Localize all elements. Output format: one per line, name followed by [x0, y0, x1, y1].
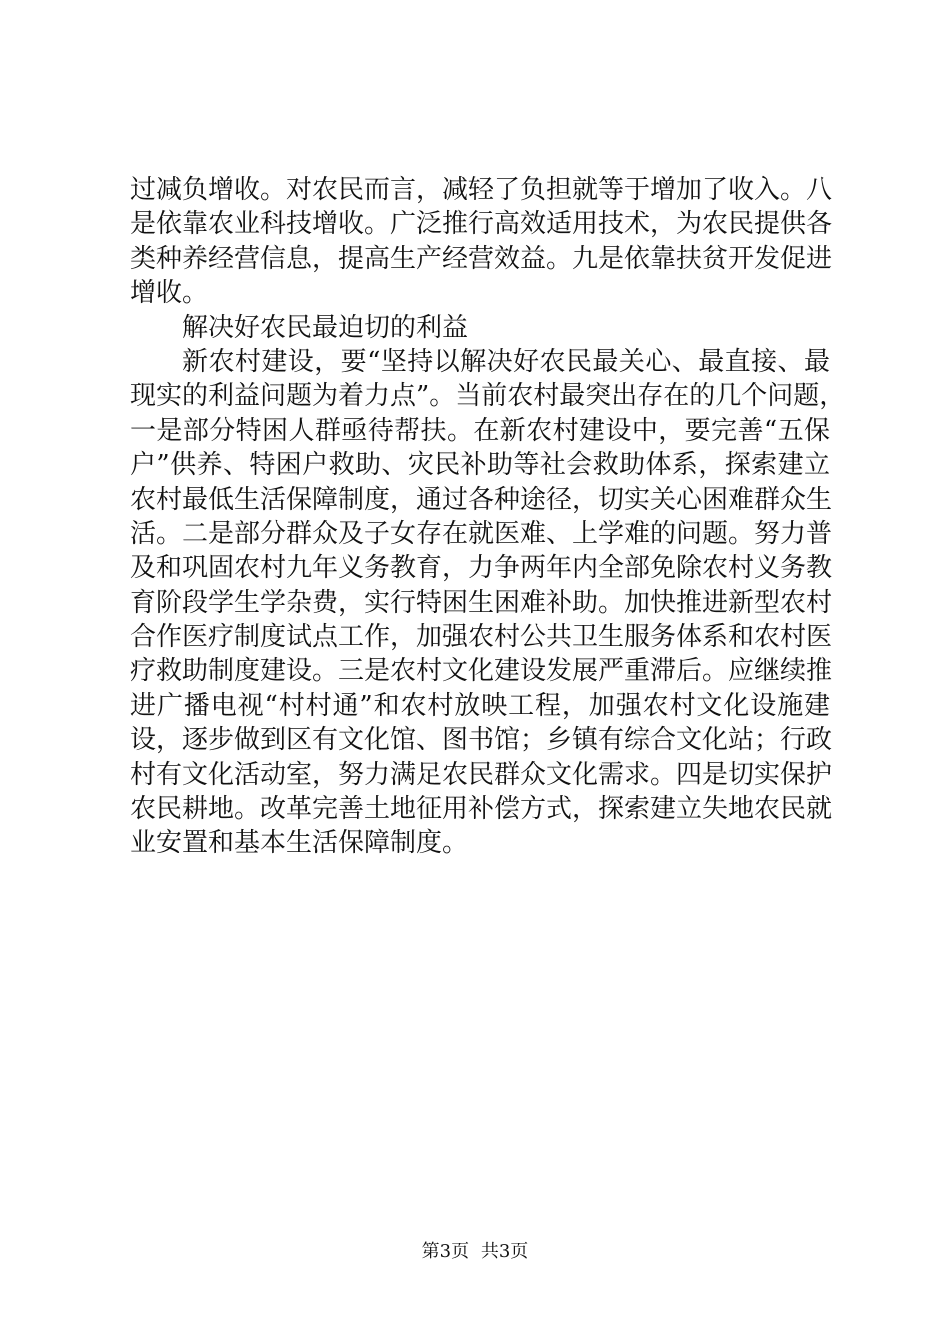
paragraph-line: 类种养经营信息，提高生产经营效益。九是依靠扶贫开发促进	[130, 243, 833, 274]
paragraph-line: 设，逐步做到区有文化馆、图书馆；乡镇有综合文化站；行政	[130, 725, 833, 756]
paragraph-line: 新农村建设，要“坚持以解决好农民最关心、最直接、最	[182, 346, 830, 377]
document-body	[130, 173, 846, 861]
paragraph-line: 合作医疗制度试点工作，加强农村公共卫生服务体系和农村医	[130, 622, 833, 653]
page-total: 共3页	[480, 1241, 529, 1262]
paragraph-line: 育阶段学生学杂费，实行特困生困难补助。加快推进新型农村	[130, 587, 833, 618]
page-footer	[0, 1240, 950, 1264]
paragraph-line: 进广播电视“村村通”和农村放映工程，加强农村文化设施建	[130, 690, 830, 721]
paragraph-line: 疗救助制度建设。三是农村文化建设发展严重滞后。应继续推	[130, 656, 833, 687]
paragraph-line: 村有文化活动室，努力满足农民群众文化需求。四是切实保护	[130, 759, 833, 790]
paragraph-line: 户”供养、特困户救助、灾民补助等社会救助体系，探索建立	[130, 450, 830, 481]
paragraph-line: 活。二是部分群众及子女存在就医难、上学难的问题。努力普	[130, 518, 833, 549]
section-heading: 解决好农民最迫切的利益	[182, 312, 469, 343]
paragraph-line: 农村最低生活保障制度，通过各种途径，切实关心困难群众生	[130, 484, 833, 515]
paragraph-line: 农民耕地。改革完善土地征用补偿方式，探索建立失地农民就	[130, 794, 833, 825]
paragraph-line: 业安置和基本生活保障制度。	[130, 828, 469, 859]
paragraph-line: 过减负增收。对农民而言，减轻了负担就等于增加了收入。八	[130, 175, 833, 205]
paragraph-line: 是依靠农业科技增收。广泛推行高效适用技术，为农民提供各	[130, 209, 833, 240]
page-number: 第3页	[421, 1241, 470, 1262]
paragraph-line: 现实的利益问题为着力点”。当前农村最突出存在的几个问题，	[130, 381, 846, 412]
paragraph-line: 一是部分特困人群亟待帮扶。在新农村建设中，要完善“五保	[130, 415, 830, 446]
paragraph-line: 及和巩固农村九年义务教育，力争两年内全部免除农村义务教	[130, 553, 833, 584]
paragraph-line: 增收。	[130, 278, 209, 309]
